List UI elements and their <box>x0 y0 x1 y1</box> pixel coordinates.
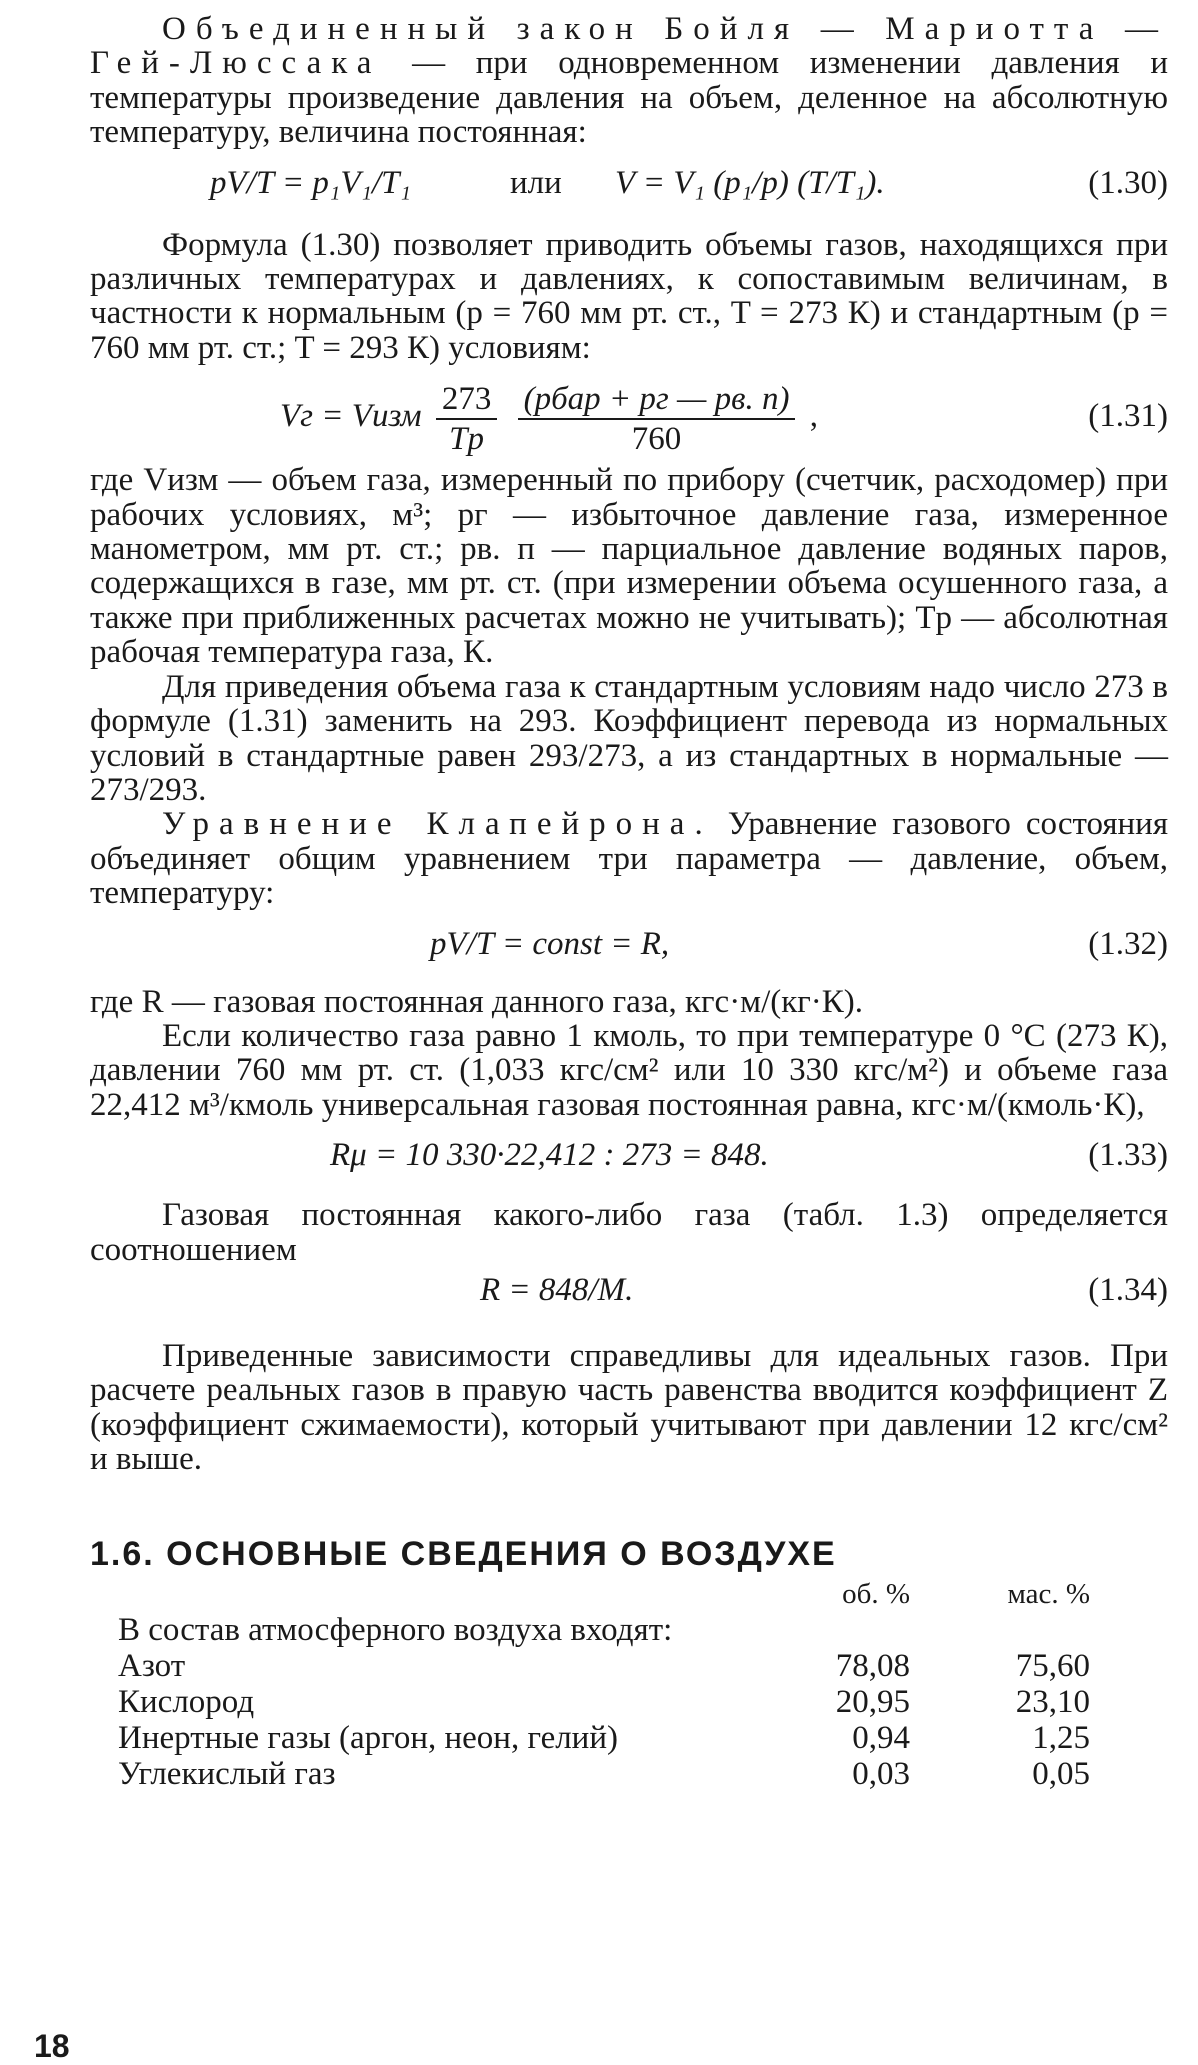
table-row <box>118 1684 1090 1720</box>
clapeyron-text: Уравнение газового состояния объединяет общим уравнением три параметра — давление, объем, температуру: <box>90 806 1169 912</box>
formula-1-34-body: R = 848/M. <box>480 1271 634 1308</box>
table-header-row <box>118 1576 1090 1612</box>
paragraph-standard: Для приведения объема газа к стандартным условиям надо число 273 в формуле (1.31) заменить на 293. Коэффициент перевода из нормальных условий в стандартные равен 293/273, а из стандартных в нормальные — 273/293. <box>90 668 1168 808</box>
gas-volume: 20,95 <box>835 1683 910 1720</box>
page-number: 18 <box>34 2028 70 2064</box>
formula-1-30-left: pV/T = p₁V₁/T₁ <box>210 164 411 201</box>
formula-1-34-number: (1.34) <box>1088 1271 1168 1308</box>
col-volume-header: об. % <box>842 1577 910 1610</box>
formula-1-33-body: Rμ = 10 330·22,412 : 273 = 848. <box>330 1137 769 1174</box>
table-intro: В состав атмосферного воздуха входят: <box>118 1611 673 1648</box>
gas-mass: 23,10 <box>1015 1683 1090 1720</box>
formula-1-30 <box>90 156 1168 210</box>
formula-1-32-body: pV/T = const = R, <box>430 925 670 962</box>
table-intro-row <box>118 1612 1090 1648</box>
formula-1-31-fraction-2: $\frac{\text{(pбар + pг — pв. п)}}{760}$ <box>518 380 796 458</box>
gas-mass: 1,25 <box>1032 1719 1090 1756</box>
intro-paragraph <box>90 12 1168 150</box>
formula-1-34 <box>90 1263 1168 1317</box>
gas-name: Кислород <box>118 1683 255 1720</box>
formula-1-32-number: (1.32) <box>1088 925 1168 962</box>
gas-name: Инертные газы (аргон, неон, гелий) <box>118 1719 618 1756</box>
paragraph-formula-130: Формула (1.30) позволяет приводить объемы газов, находящихся при различных температурах и давлениях, к сопоставимым величинам, в частности к нормальным (p = 760 мм рт. ст., T = 273 К) и стандартным (p = 760 мм рт. ст.; T = 293 К) условиям: <box>90 226 1168 366</box>
formula-1-32 <box>90 917 1168 971</box>
formula-1-30-or: или <box>510 164 562 201</box>
gas-volume: 0,94 <box>852 1719 910 1756</box>
paragraph-table-1-3: Газовая постоянная какого-либо газа (табл. 1.3) определяется соотношением <box>90 1197 1168 1268</box>
formula-1-30-number: (1.30) <box>1088 164 1168 201</box>
table-row <box>118 1720 1090 1756</box>
formula-1-33 <box>90 1128 1168 1182</box>
formula-1-33-number: (1.33) <box>1088 1137 1168 1174</box>
formula-1-31: Vг = Vизм $\frac{273}{Tр}$ $\frac{\text{(pбар + pг — pв. п)}}{760}$ , (1.31) <box>90 371 1168 461</box>
paragraph-ideal-gases: Приведенные зависимости справедливы для идеальных газов. При расчете реальных газов в правую часть равенства вводится коэффициент Z (коэффициент сжимаемости), который учитывают при давлении 12 кгс/см² и выше. <box>90 1337 1168 1478</box>
gas-mass: 0,05 <box>1032 1755 1090 1792</box>
section-heading: 1.6. ОСНОВНЫЕ СВЕДЕНИЯ О ВОЗДУХЕ <box>90 1534 837 1573</box>
formula-1-31-left: Vг = Vизм <box>280 398 422 435</box>
gas-mass: 75,60 <box>1015 1647 1090 1684</box>
paragraph-where-R: где R — газовая постоянная данного газа, кгс·м/(кг·К). <box>90 983 864 1020</box>
law-title: Объединенный закон Бойля — Мариотта — Гей-Люссака <box>90 11 1168 82</box>
gas-name: Азот <box>118 1647 186 1684</box>
clapeyron-title: Уравнение Клапейрона. <box>162 806 713 843</box>
col-mass-header: мас. % <box>1007 1577 1090 1610</box>
formula-1-31-number: (1.31) <box>1088 398 1168 435</box>
page-content <box>90 12 1168 1792</box>
paragraph-where-131: где Vизм — объем газа, измеренный по прибору (счетчик, расходомер) при рабочих условиях, м³; pг — избыточное давление газа, измеренное манометром, мм рт. ст.; pв. п — парциальное давление водяных паров, содержащихся в газе, мм рт. ст. (при измерении объема осушенного газа, а также при приближенных расчетах можно не учитывать); Tр — абсолютная рабочая температура газа, К. <box>90 462 1168 671</box>
table-row <box>118 1648 1090 1684</box>
air-composition-table <box>118 1576 1090 1792</box>
formula-1-30-right: V = V₁ (p₁/p) (T/T₁). <box>615 164 885 201</box>
intro-text: — при одновременном изменении давления и температуры произведение давления на объем, деленное на абсолютную температуру, величина постоянная: <box>90 45 1168 151</box>
gas-volume: 78,08 <box>835 1647 910 1684</box>
table-row <box>118 1756 1090 1792</box>
clapeyron-paragraph <box>90 807 1168 910</box>
paragraph-kmol: Если количество газа равно 1 кмоль, то при температуре 0 °С (273 К), давлении 760 мм рт. ст. (1,033 кгс/см² или 10 330 кгс/м²) и объеме газа 22,412 м³/кмоль универсальная газовая постоянная равна, кгс·м/(кмоль·К), <box>90 1017 1168 1123</box>
gas-name: Углекислый газ <box>118 1755 336 1792</box>
gas-volume: 0,03 <box>852 1755 910 1792</box>
formula-1-31-fraction-1: $\frac{273}{Tр}$ <box>436 380 498 458</box>
